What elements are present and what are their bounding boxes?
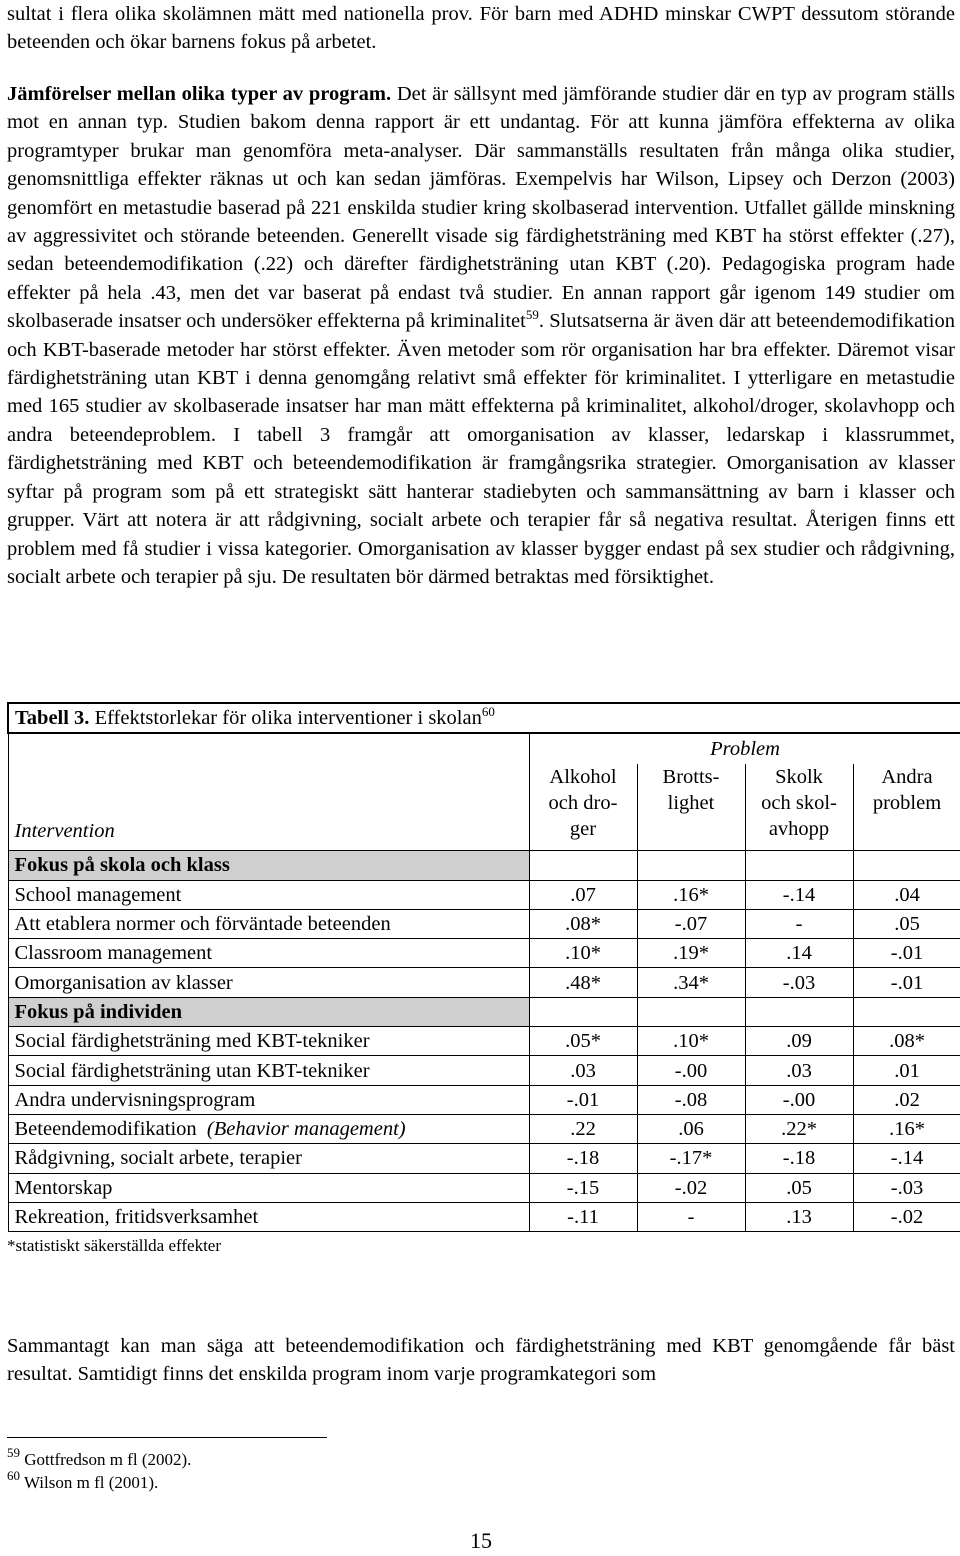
value-cell: .14: [745, 939, 853, 968]
table-row: [8, 1144, 960, 1173]
table-caption-text: Effektstorlekar för olika interventioner i skolan: [89, 707, 482, 730]
value-cell: -.00: [745, 1085, 853, 1114]
table-row: [8, 1202, 960, 1231]
value-cell: .13: [745, 1202, 853, 1231]
value-cell: .04: [853, 880, 960, 909]
footnote-text: Gottfredson m fl (2002).: [20, 1450, 192, 1469]
value-cell: -.17*: [637, 1144, 745, 1173]
table-row: [8, 1056, 960, 1085]
comparison-paragraph: [7, 80, 955, 591]
value-cell: .19*: [637, 939, 745, 968]
effect-size-table-wrap: [7, 702, 960, 1256]
value-cell: .16*: [637, 880, 745, 909]
value-cell: -.02: [637, 1173, 745, 1202]
value-cell: -.11: [529, 1202, 637, 1231]
table-caption-label: Tabell 3.: [15, 707, 90, 730]
footnote-59: [7, 1445, 192, 1471]
table-row: [8, 909, 960, 938]
table-caption-row: [8, 703, 960, 733]
value-cell: -.00: [637, 1056, 745, 1085]
footnote-text: Wilson m fl (2001).: [20, 1473, 159, 1492]
value-cell: .34*: [637, 968, 745, 997]
value-cell: .01: [853, 1056, 960, 1085]
section-empty-cell: [853, 851, 960, 880]
value-cell: -.18: [529, 1144, 637, 1173]
footnote-number: 60: [7, 1468, 20, 1483]
row-label: Beteendemodifikation (Behavior management): [8, 1114, 529, 1143]
value-cell: -.08: [637, 1085, 745, 1114]
value-cell: -.07: [637, 909, 745, 938]
value-cell: .08*: [529, 909, 637, 938]
value-cell: .05: [745, 1173, 853, 1202]
row-label: Rekreation, fritidsverksamhet: [8, 1202, 529, 1231]
footnote-divider: [7, 1437, 327, 1438]
value-cell: -.03: [853, 1173, 960, 1202]
table-row: [8, 939, 960, 968]
section-empty-cell: [637, 851, 745, 880]
value-cell: -: [745, 909, 853, 938]
comparison-text-b: . Slutsatserna är även där att beteendemodifikation och KBT-baserade metoder har störst effekter. Även metoder som rör organisation har bra effekter. Däremot visar färdighetsträning utan KBT i denna genomgång relativt små effekter för kriminalitet. I ytterligare en metastudie med 165 studier av skolbaserade insatser har man mätt effekterna på kriminalitet, alkohol/droger, skolavhopp och andra beteendeproblem. I tabell 3 framgår att omorganisation av klasser, ledarskap i klassrummet, färdighetsträning med KBT och beteendemodifikation är framgångsrika strategier. Omorganisation av klasser syftar på program som på ett strategiskt sätt hanterar stadiebyten och sammansättning av barn i klasser och grupper. Värt att notera är att rådgivning, socialt arbete och terapier får så negativa resultat. Återigen finns ett problem med få studier i vissa kategorier. Omorganisation av klasser bygger endast på sex studier och rådgivning, socialt arbete och terapier på sju. De resultaten bör därmed betraktas med försiktighet.: [7, 310, 955, 588]
column-header: Skolk och skol- avhopp: [745, 764, 853, 850]
header-problem: Problem: [529, 733, 960, 764]
value-cell: -.01: [853, 939, 960, 968]
effect-size-table: [7, 702, 960, 1232]
section-title: Fokus på individen: [8, 997, 529, 1026]
value-cell: .05*: [529, 1027, 637, 1056]
value-cell: .48*: [529, 968, 637, 997]
footnote-number: 59: [7, 1445, 20, 1460]
row-label: Att etablera normer och förväntade beteenden: [8, 909, 529, 938]
footnote-ref-59[interactable]: 59: [525, 307, 539, 323]
table-header-problem-row: [8, 733, 960, 764]
row-label: Mentorskap: [8, 1173, 529, 1202]
table-row: [8, 1173, 960, 1202]
section-row: [8, 997, 960, 1026]
section-empty-cell: [529, 997, 637, 1026]
row-label: Rådgivning, socialt arbete, terapier: [8, 1144, 529, 1173]
table-row: [8, 1085, 960, 1114]
value-cell: .22*: [745, 1114, 853, 1143]
intro-paragraph: sultat i flera olika skolämnen mätt med nationella prov. För barn med ADHD minskar CWPT dessutom störande beteenden och ökar barnens fokus på arbetet.: [7, 3, 955, 54]
row-label: Social färdighetsträning med KBT-tekniker: [8, 1027, 529, 1056]
column-header: Brotts- lighet: [637, 764, 745, 850]
value-cell: .08*: [853, 1027, 960, 1056]
closing-paragraph: Sammantagt kan man säga att beteendemodifikation och färdighetsträning med KBT genomgående får bäst resultat. Samtidigt finns det enskilda program inom varje programkategori som: [7, 1335, 955, 1386]
footnote-60: [7, 1468, 159, 1494]
table-note: *statistiskt säkerställda effekter: [7, 1236, 222, 1256]
table-caption: [8, 703, 960, 733]
value-cell: .07: [529, 880, 637, 909]
section-title: Fokus på skola och klass: [8, 851, 529, 880]
section-row: [8, 851, 960, 880]
value-cell: .05: [853, 909, 960, 938]
row-label: Omorganisation av klasser: [8, 968, 529, 997]
value-cell: .22: [529, 1114, 637, 1143]
table-row: [8, 1027, 960, 1056]
row-label: Social färdighetsträning utan KBT-tekniker: [8, 1056, 529, 1085]
table-row: [8, 1114, 960, 1143]
footnote-ref-60[interactable]: 60: [481, 704, 495, 720]
value-cell: .06: [637, 1114, 745, 1143]
section-empty-cell: [853, 997, 960, 1026]
value-cell: -.15: [529, 1173, 637, 1202]
value-cell: .09: [745, 1027, 853, 1056]
value-cell: .03: [529, 1056, 637, 1085]
row-label: Classroom management: [8, 939, 529, 968]
section-lead: Jämförelser mellan olika typer av program.: [7, 83, 392, 105]
value-cell: .03: [745, 1056, 853, 1085]
value-cell: -.01: [529, 1085, 637, 1114]
value-cell: .02: [853, 1085, 960, 1114]
value-cell: .10*: [637, 1027, 745, 1056]
comparison-text-a: Det är sällsynt med jämförande studier där en typ av program ställs mot en annan typ. Studien bakom denna rapport är ett undantag. För att kunna jämföra effekterna av olika programtyper brukar man genomföra meta-analyser. Där sammanställs resultaten från många olika studier, genomsnittliga effekter räknas ut och kan sedan jämföras. Exempelvis har Wilson, Lipsey och Derzon (2003) genomfört en metastudie baserad på 221 enskilda studier kring skolbaserad intervention. Utfallet gällde minskning av aggressivitet och störande beteenden. Generellt visade sig färdighetsträning med KBT ha störst effekter (.27), sedan beteendemodifikation (.22) och därefter färdighetsträning utan KBT (.20). Pedagogiska program hade effekter på hela .43, men det var baserat på endast två studier. En annan rapport går igenom 149 studier om skolbaserade insatser och undersöker effekterna på kriminalitet: [7, 83, 955, 333]
section-empty-cell: [637, 997, 745, 1026]
value-cell: -.03: [745, 968, 853, 997]
table-row: [8, 968, 960, 997]
row-label: Andra undervisningsprogram: [8, 1085, 529, 1114]
value-cell: .10*: [529, 939, 637, 968]
value-cell: -.02: [853, 1202, 960, 1231]
column-header: Andra problem: [853, 764, 960, 850]
value-cell: .16*: [853, 1114, 960, 1143]
section-empty-cell: [745, 851, 853, 880]
table-row: [8, 880, 960, 909]
page-number: 15: [470, 1528, 492, 1553]
row-label: School management: [8, 880, 529, 909]
column-header: Alkohol och dro- ger: [529, 764, 637, 850]
value-cell: -.18: [745, 1144, 853, 1173]
value-cell: -.14: [853, 1144, 960, 1173]
section-empty-cell: [529, 851, 637, 880]
value-cell: -.14: [745, 880, 853, 909]
value-cell: -: [637, 1202, 745, 1231]
header-intervention: Intervention: [8, 733, 529, 851]
section-empty-cell: [745, 997, 853, 1026]
value-cell: -.01: [853, 968, 960, 997]
